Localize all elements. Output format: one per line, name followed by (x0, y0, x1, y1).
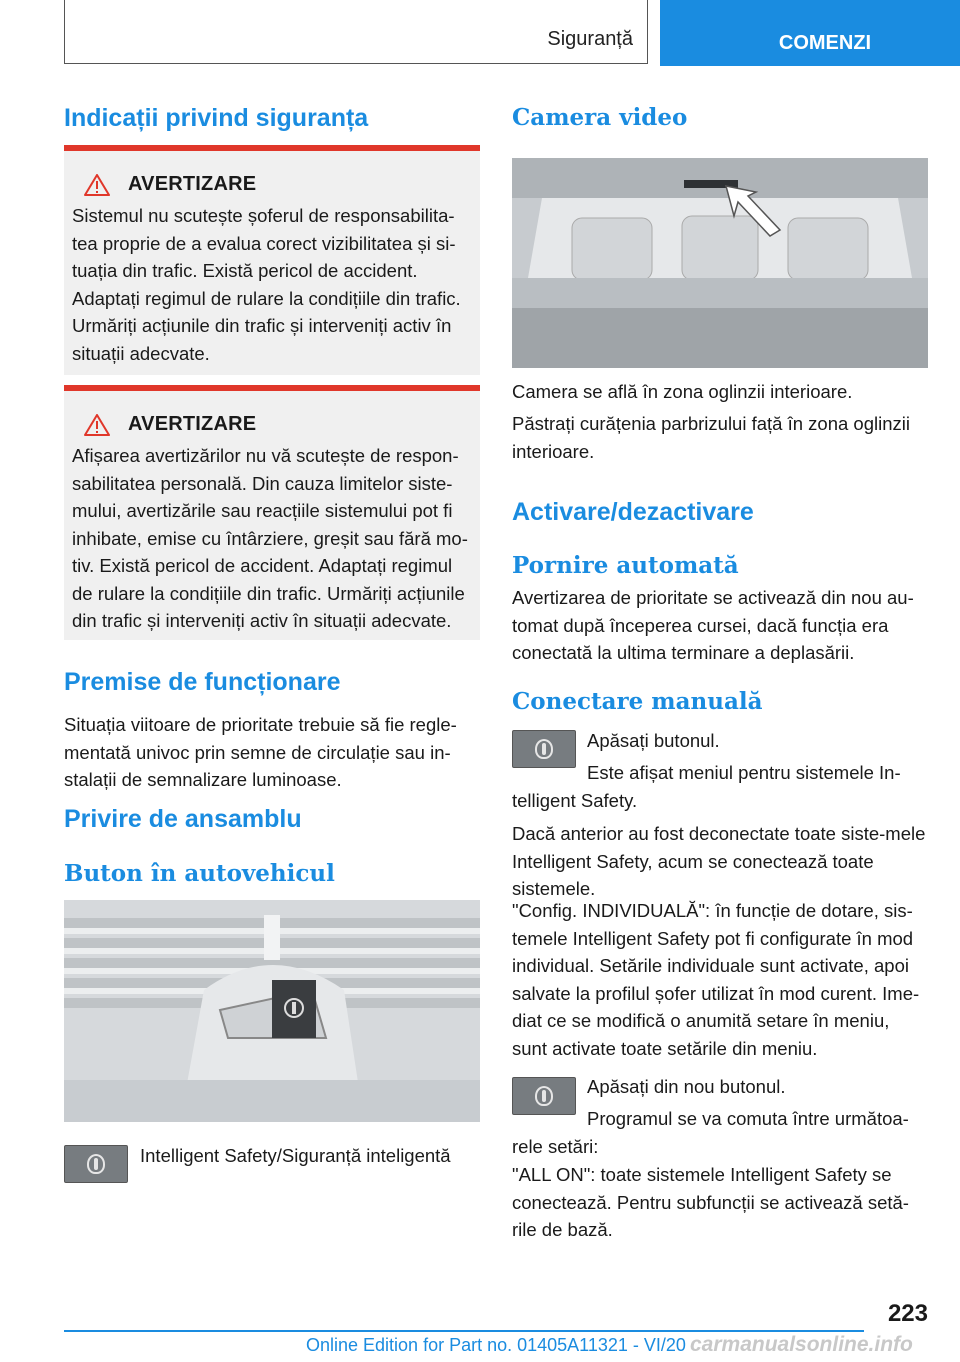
warning-triangle-icon (84, 414, 110, 436)
button-photo (64, 900, 480, 1122)
auto-start-text: Avertizarea de prioritate se activează din nou au-tomat după începerea cursei, dacă funcția era conectată la ultima terminare a deplasării. (512, 587, 914, 663)
intelligent-safety-button-icon (64, 1145, 128, 1183)
page-number: 223 (887, 1300, 928, 1327)
camera-photo (512, 158, 928, 368)
heading-activation: Activare/dezactivare (512, 498, 754, 526)
camera-clean-text: Păstrați curățenia parbrizului față în zona oglinzii interioare. (512, 413, 910, 462)
watermark: carmanualsonline.info (690, 1333, 913, 1356)
warning-text: Afișarea avertizărilor nu vă scutește de respon-sabilitatea personală. Din cauza limitelor siste-mului, avertizările sau reacțiile sistemului pot fi inhibate, emise cu întârziere, greșit sau fără mo-tiv. Există pericol de accident. Adaptați regimul de rulare la condițiile din trafic. Urmăriți acțiunile din trafic și interveniți activ în situații adecvate. (72, 445, 468, 631)
manual-all-systems-text: Dacă anterior au fost deconectate toate siste-mele Intelligent Safety, acum se conectează toate sistemele. (512, 823, 926, 899)
warning-title: AVERTIZARE (128, 173, 257, 195)
camera-location-text: Camera se află în zona oglinzii interioare. (512, 381, 853, 402)
heading-manual: Conectare manuală (512, 688, 763, 715)
header-chapter-tab[interactable]: COMENZI (660, 0, 960, 66)
page-header (0, 0, 960, 66)
footer-divider (64, 1330, 864, 1332)
footer-edition: Online Edition for Part no. 01405A11321 - VI/20 (306, 1335, 686, 1355)
warning-triangle-icon (84, 174, 110, 196)
car-interior-illustration (512, 158, 928, 368)
manual-step-2-result: Programul se va comuta între următoa-rele setări: (512, 1108, 909, 1157)
heading-button-in-vehicle: Buton în autovehicul (64, 860, 335, 887)
manual-individual-config-text: "Config. INDIVIDUALĂ": în funcție de dotare, sis-temele Intelligent Safety pot fi configurate în mod individual. Setările individuale sunt activate, apoi salvate la profilul șofer utilizat în mod curent. Ime-diat ce se modifică o anumită setare în meniu, sunt activate toate setările din meniu. (512, 900, 920, 1059)
button-caption: Intelligent Safety/Siguranță inteligentă (140, 1145, 451, 1166)
manual-step-2: Apăsați din nou butonul. (587, 1076, 786, 1097)
manual-all-on-text: "ALL ON": toate sistemele Intelligent Safety se conectează. Pentru subfuncții se activează setă-rile de bază. (512, 1164, 909, 1240)
prerequisites-text: Situația viitoare de prioritate trebuie să fie regle-mentată univoc prin semne de circulație sau in-stalații de semnalizare luminoase. (64, 714, 457, 790)
header-section-title: Siguranță (547, 28, 633, 50)
warning-text: Sistemul nu scutește șoferul de responsabilita-tea proprie de a evalua corect vizibilitatea și si-tuația din trafic. Există pericol de accident. Adaptați regimul de rulare la condițiile din trafic. Urmăriți acțiunile din trafic și interveniți activ în situații adecvate. (72, 205, 461, 364)
heading-auto-start: Pornire automată (512, 552, 739, 579)
heading-camera: Camera video (512, 104, 688, 131)
manual-step-1: Apăsați butonul. (587, 730, 720, 751)
heading-safety-notes: Indicații privind siguranța (64, 104, 369, 132)
heading-prerequisites: Premise de funcționare (64, 668, 341, 696)
warning-box-2 (64, 385, 480, 640)
warning-title: AVERTIZARE (128, 413, 257, 435)
vent-panel-illustration (64, 900, 480, 1122)
warning-box-1 (64, 145, 480, 375)
heading-overview: Privire de ansamblu (64, 805, 302, 833)
manual-step-1-result: Este afișat meniul pentru sistemele In-telligent Safety. (512, 762, 901, 811)
header-section-box (64, 0, 648, 64)
